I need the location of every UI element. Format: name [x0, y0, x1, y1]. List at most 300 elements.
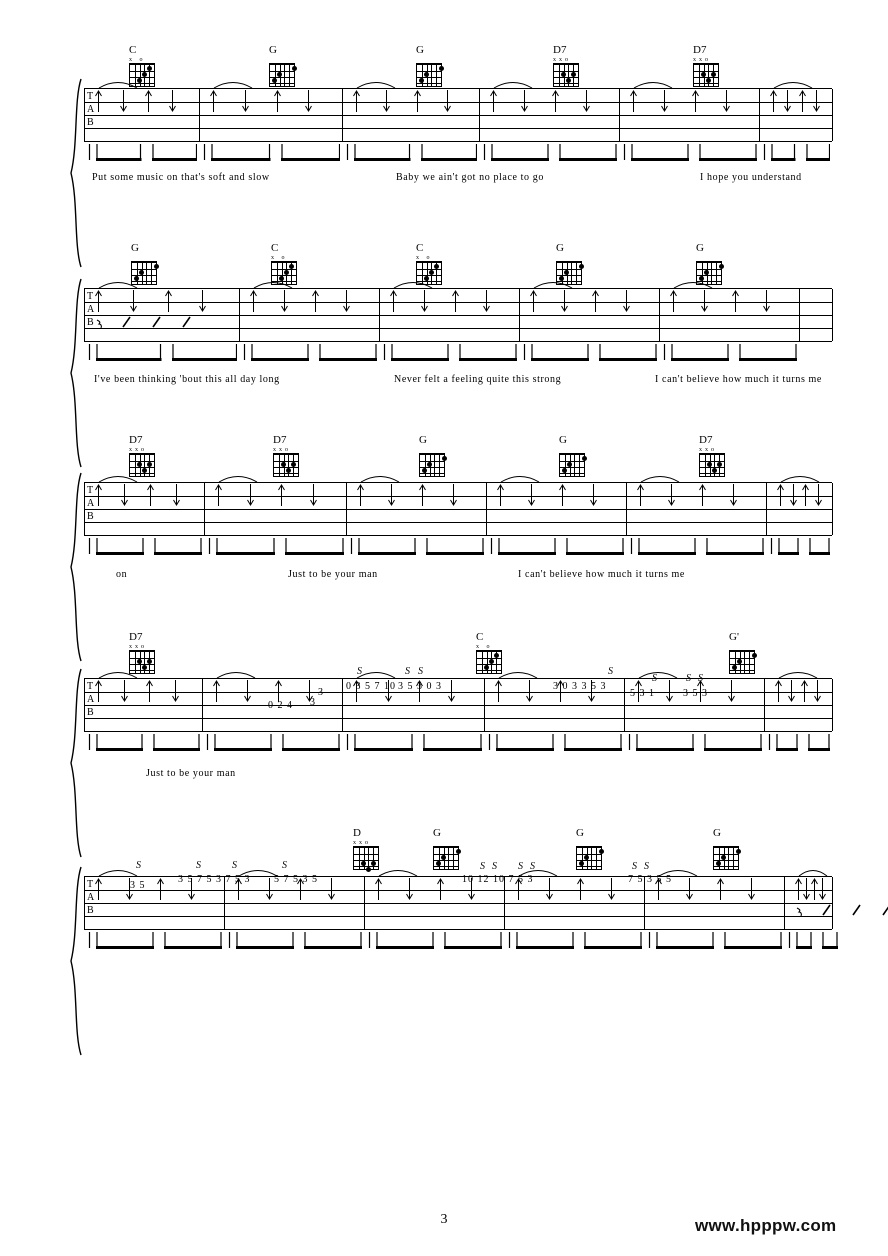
slur-arc — [393, 279, 433, 289]
lyric-line: I can't believe how much it turns me — [655, 374, 822, 385]
strum-up-arrow — [311, 290, 320, 312]
tab-fret-numbers: 3 5 7 5 3 7 5 3 — [178, 874, 251, 885]
strum-up-arrow — [551, 90, 560, 112]
slur-arc — [216, 669, 256, 679]
strum-down-arrow — [729, 484, 738, 506]
strum-down-arrow — [787, 680, 796, 702]
chord-fretboard-grid — [433, 846, 459, 870]
tab-fret-numbers: 3 0 3 3 5 3 — [553, 681, 607, 692]
slur-arc — [498, 669, 538, 679]
strum-up-arrow — [691, 90, 700, 112]
slur-arc — [253, 279, 293, 289]
rhythm-beam-group — [426, 538, 484, 558]
barline — [84, 89, 85, 141]
rhythm-stem — [628, 734, 631, 750]
strum-down-arrow — [119, 90, 128, 112]
barline — [486, 483, 487, 535]
barline — [659, 289, 660, 341]
chord-string-markers: xxo — [353, 840, 371, 846]
rhythm-beam-group — [638, 538, 696, 558]
rhythm-beam-group — [172, 344, 238, 364]
lyric-line: Just to be your man — [146, 768, 236, 779]
rhythm-beam-group — [822, 932, 838, 952]
slide-marker: S — [196, 860, 201, 871]
strum-down-arrow — [171, 680, 180, 702]
barline — [202, 679, 203, 731]
rhythm-stem — [206, 734, 209, 750]
chord-diagram — [558, 435, 592, 477]
slide-marker: S — [518, 861, 523, 872]
rhythm-beam-group — [739, 344, 797, 364]
slide-marker: S — [608, 666, 613, 677]
rhythm-beam-group — [599, 344, 657, 364]
chord-name: G — [131, 242, 139, 254]
chord-fretboard-grid — [353, 846, 379, 870]
slur-arc — [493, 79, 533, 89]
slur-arc — [218, 473, 258, 483]
rhythm-stem — [763, 144, 766, 160]
slur-arc — [98, 79, 138, 89]
rhythm-stem — [88, 344, 91, 360]
strum-up-arrow — [798, 90, 807, 112]
rhythm-stem — [663, 344, 666, 360]
rhythm-stem — [243, 344, 246, 360]
strum-down-arrow — [818, 878, 827, 900]
rhythm-beam-group — [211, 144, 271, 164]
strum-down-arrow — [560, 290, 569, 312]
tab-fret-numbers: 10 12 10 7 5 3 — [462, 874, 534, 885]
lyric-line: I hope you understand — [700, 172, 802, 183]
strum-up-arrow — [494, 680, 503, 702]
rhythm-beam-group — [285, 538, 344, 558]
rhythm-stem — [346, 734, 349, 750]
chord-diagram — [698, 435, 732, 477]
chord-name: G — [559, 434, 567, 446]
rhythm-beam-group — [498, 538, 556, 558]
barline — [832, 877, 833, 929]
rhythm-beam-group — [559, 144, 617, 164]
barline — [84, 289, 85, 341]
strum-down-arrow — [309, 484, 318, 506]
strum-up-arrow — [273, 90, 282, 112]
chord-string-markers: x o — [476, 644, 493, 650]
slide-marker: S — [644, 861, 649, 872]
strum-up-arrow — [94, 290, 103, 312]
chord-diagram — [475, 632, 509, 674]
strum-down-arrow — [120, 484, 129, 506]
system-brace — [68, 78, 84, 268]
barline — [832, 89, 833, 141]
strum-up-arrow — [731, 290, 740, 312]
strum-down-arrow — [722, 90, 731, 112]
strum-down-arrow — [241, 90, 250, 112]
rhythm-stem — [490, 538, 493, 554]
barline — [484, 679, 485, 731]
tab-clef-b: B — [87, 905, 94, 916]
slide-marker: S — [698, 673, 703, 684]
barline — [346, 483, 347, 535]
strum-down-arrow — [727, 680, 736, 702]
rhythm-beam-group — [444, 932, 502, 952]
beat-slash — [822, 904, 831, 916]
chord-diagram — [352, 828, 386, 870]
barline — [619, 89, 620, 141]
strum-up-arrow — [144, 90, 153, 112]
rhythm-stem — [483, 144, 486, 160]
barline — [626, 483, 627, 535]
barline — [832, 679, 833, 731]
tab-clef-a: A — [87, 104, 95, 115]
lyric-line: I've been thinking 'bout this all day long — [94, 374, 280, 385]
chord-diagram — [418, 435, 452, 477]
tab-clef-b: B — [87, 117, 94, 128]
tab-fret-numbers: 3 — [310, 697, 316, 708]
rhythm-beam-group — [319, 344, 377, 364]
tab-clef-b: B — [87, 707, 94, 718]
beat-slash — [152, 316, 161, 328]
slide-marker: S — [686, 673, 691, 684]
strum-down-arrow — [665, 680, 674, 702]
rhythm-stem — [648, 932, 651, 948]
rhythm-beam-group — [154, 538, 202, 558]
strum-up-arrow — [716, 878, 725, 900]
tab-fret-numbers: 0 3 5 7 10 — [346, 681, 396, 692]
chord-name: D7 — [273, 434, 287, 446]
strum-down-arrow — [582, 90, 591, 112]
strum-down-arrow — [789, 484, 798, 506]
chord-fretboard-grid — [699, 453, 725, 477]
chord-name: G' — [729, 631, 739, 643]
strum-down-arrow — [198, 290, 207, 312]
chord-fretboard-grid — [273, 453, 299, 477]
strum-down-arrow — [449, 484, 458, 506]
strum-down-arrow — [168, 90, 177, 112]
chord-string-markers: xxo — [273, 447, 291, 453]
chord-fretboard-grid — [269, 63, 295, 87]
rhythm-beam-group — [216, 538, 275, 558]
strum-up-arrow — [576, 878, 585, 900]
strum-down-arrow — [382, 90, 391, 112]
barline — [239, 289, 240, 341]
slur-arc — [773, 79, 813, 89]
tab-fret-numbers: 3 5 3 — [683, 688, 708, 699]
strum-up-arrow — [214, 484, 223, 506]
tab-clef-a: A — [87, 304, 95, 315]
chord-fretboard-grid — [559, 453, 585, 477]
strum-down-arrow — [814, 484, 823, 506]
rhythm-stem — [630, 538, 633, 554]
chord-string-markers: xxo — [553, 57, 571, 63]
page-number: 3 — [440, 1212, 448, 1227]
strum-down-arrow — [246, 484, 255, 506]
chord-name: D7 — [553, 44, 567, 56]
chord-name: D7 — [129, 434, 143, 446]
strum-up-arrow — [496, 484, 505, 506]
rhythm-beam-group — [584, 932, 642, 952]
strum-up-arrow — [801, 484, 810, 506]
barline — [832, 483, 833, 535]
tab-staff — [84, 482, 832, 536]
rhythm-beam-group — [459, 344, 517, 364]
rhythm-beam-group — [358, 538, 416, 558]
chord-name: G — [556, 242, 564, 254]
strum-up-arrow — [209, 90, 218, 112]
slide-marker: S — [418, 666, 423, 677]
strum-down-arrow — [342, 290, 351, 312]
chord-diagram — [268, 45, 302, 87]
strum-up-arrow — [94, 680, 103, 702]
tab-clef-a: A — [87, 498, 95, 509]
chord-diagram — [712, 828, 746, 870]
beat-slash — [122, 316, 131, 328]
strum-down-arrow — [762, 290, 771, 312]
tab-fret-numbers: 7 5 3 5 5 — [628, 874, 672, 885]
strum-up-arrow — [529, 290, 538, 312]
strum-up-arrow — [591, 290, 600, 312]
tab-staff — [84, 678, 832, 732]
strum-down-arrow — [447, 680, 456, 702]
barline — [199, 89, 200, 141]
rhythm-stem — [208, 538, 211, 554]
chord-diagram — [415, 45, 449, 87]
beat-slash — [852, 904, 861, 916]
strum-down-arrow — [304, 90, 313, 112]
chord-diagram — [575, 828, 609, 870]
chord-name: G — [576, 827, 584, 839]
strum-up-arrow — [413, 90, 422, 112]
slur-arc — [378, 867, 418, 877]
slide-marker: S — [357, 666, 362, 677]
rhythm-beam-group — [96, 932, 154, 952]
chord-name: D7 — [699, 434, 713, 446]
rhythm-stem — [368, 932, 371, 948]
slur-arc — [98, 669, 138, 679]
slur-arc — [500, 473, 540, 483]
strum-down-arrow — [545, 878, 554, 900]
strum-up-arrow — [800, 680, 809, 702]
strum-down-arrow — [747, 878, 756, 900]
strum-up-arrow — [94, 878, 103, 900]
slur-arc — [213, 79, 253, 89]
strum-up-arrow — [389, 290, 398, 312]
slur-arc — [640, 473, 680, 483]
rhythm-beam-group — [236, 932, 294, 952]
chord-name: G — [269, 44, 277, 56]
chord-name: D — [353, 827, 361, 839]
strum-up-arrow — [776, 484, 785, 506]
rhythm-stem — [203, 144, 206, 160]
slide-marker: S — [530, 861, 535, 872]
strum-down-arrow — [622, 290, 631, 312]
lyric-line: Never felt a feeling quite this strong — [394, 374, 562, 385]
chord-string-markers: x o — [416, 255, 433, 261]
slur-arc — [673, 279, 713, 289]
tab-clef-t: T — [87, 681, 94, 692]
chord-name: G — [419, 434, 427, 446]
barline — [479, 89, 480, 141]
rhythm-beam-group — [531, 344, 589, 364]
chord-fretboard-grid — [553, 63, 579, 87]
strum-down-arrow — [120, 680, 129, 702]
eighth-rest — [796, 906, 804, 918]
chord-name: D7 — [693, 44, 707, 56]
rhythm-beam-group — [214, 734, 272, 754]
rhythm-beam-group — [496, 734, 554, 754]
strum-up-arrow — [769, 90, 778, 112]
rhythm-beam-group — [706, 538, 764, 558]
chord-diagram — [728, 632, 762, 674]
strum-up-arrow — [698, 484, 707, 506]
tab-fret-numbers: 3 — [318, 687, 324, 698]
rhythm-beam-group — [354, 734, 413, 754]
barline — [84, 483, 85, 535]
system-brace — [68, 472, 84, 662]
rhythm-beam-group — [96, 344, 162, 364]
eighth-rest — [96, 318, 104, 330]
chord-string-markers: xxo — [693, 57, 711, 63]
tab-clef-a: A — [87, 694, 95, 705]
chord-name: C — [416, 242, 424, 254]
tab-fret-numbers: 0 2 4 — [268, 700, 293, 711]
slide-marker: S — [480, 861, 485, 872]
strum-down-arrow — [443, 90, 452, 112]
strum-down-arrow — [813, 680, 822, 702]
lyric-line: Just to be your man — [288, 569, 378, 580]
rhythm-stem — [623, 144, 626, 160]
lyric-line: on — [116, 569, 128, 580]
chord-string-markers: xxo — [129, 644, 147, 650]
chord-fretboard-grid — [416, 63, 442, 87]
tab-clef-t: T — [87, 485, 94, 496]
strum-up-arrow — [356, 484, 365, 506]
rhythm-beam-group — [631, 144, 689, 164]
strum-up-arrow — [212, 680, 221, 702]
rhythm-beam-group — [251, 344, 309, 364]
strum-up-arrow — [374, 878, 383, 900]
chord-diagram — [128, 632, 162, 674]
strum-down-arrow — [700, 290, 709, 312]
barline — [342, 89, 343, 141]
chord-name: C — [476, 631, 484, 643]
strum-down-arrow — [482, 290, 491, 312]
strum-down-arrow — [520, 90, 529, 112]
slide-marker: S — [282, 860, 287, 871]
rhythm-beam-group — [304, 932, 362, 952]
barline — [624, 679, 625, 731]
strum-down-arrow — [327, 878, 336, 900]
strum-down-arrow — [660, 90, 669, 112]
slur-arc — [533, 279, 573, 289]
system-brace — [68, 866, 84, 1056]
chord-diagram — [432, 828, 466, 870]
barline — [364, 877, 365, 929]
strum-up-arrow — [274, 680, 283, 702]
strum-up-arrow — [94, 90, 103, 112]
rhythm-beam-group — [153, 734, 200, 754]
rhythm-beam-group — [281, 144, 341, 164]
chord-string-markers: x o — [271, 255, 288, 261]
slide-marker: S — [136, 860, 141, 871]
lyric-line: Put some music on that's soft and slow — [92, 172, 270, 183]
rhythm-stem — [508, 932, 511, 948]
rhythm-beam-group — [164, 932, 222, 952]
strum-down-arrow — [607, 878, 616, 900]
rhythm-beam-group — [96, 538, 144, 558]
strum-down-arrow — [525, 680, 534, 702]
rhythm-beam-group — [636, 734, 694, 754]
rhythm-stem — [88, 734, 91, 750]
barline — [379, 289, 380, 341]
strum-up-arrow — [629, 90, 638, 112]
strum-up-arrow — [636, 484, 645, 506]
rhythm-stem — [88, 538, 91, 554]
rhythm-beam-group — [282, 734, 340, 754]
tab-fret-numbers: 3 5 — [130, 880, 146, 891]
rhythm-stem — [788, 932, 791, 948]
chord-fretboard-grid — [713, 846, 739, 870]
slur-arc — [778, 669, 818, 679]
strum-up-arrow — [418, 484, 427, 506]
chord-name: G — [433, 827, 441, 839]
rhythm-beam-group — [152, 144, 198, 164]
rhythm-beam-group — [809, 538, 830, 558]
slur-arc — [798, 867, 828, 877]
rhythm-beam-group — [808, 734, 830, 754]
rhythm-beam-group — [656, 932, 714, 952]
strum-up-arrow — [146, 484, 155, 506]
rhythm-stem — [768, 734, 771, 750]
chord-string-markers: xxo — [129, 447, 147, 453]
chord-string-markers: xxo — [699, 447, 717, 453]
chord-string-markers: x o — [129, 57, 146, 63]
strum-down-arrow — [812, 90, 821, 112]
rhythm-beam-group — [516, 932, 574, 952]
strum-up-arrow — [451, 290, 460, 312]
barline — [799, 289, 800, 341]
rhythm-beam-group — [564, 734, 622, 754]
strum-up-arrow — [489, 90, 498, 112]
slide-marker: S — [492, 861, 497, 872]
slur-arc — [638, 669, 678, 679]
slur-arc — [356, 79, 396, 89]
strum-down-arrow — [589, 484, 598, 506]
rhythm-stem — [88, 932, 91, 948]
slur-arc — [356, 669, 396, 679]
chord-diagram — [128, 435, 162, 477]
strum-down-arrow — [783, 90, 792, 112]
rhythm-beam-group — [806, 144, 831, 164]
rhythm-beam-group — [491, 144, 549, 164]
strum-down-arrow — [387, 484, 396, 506]
barline — [204, 483, 205, 535]
chord-fretboard-grid — [693, 63, 719, 87]
slur-arc — [98, 867, 138, 877]
strum-down-arrow — [667, 484, 676, 506]
tab-fret-numbers: 5 7 5 3 5 — [274, 874, 318, 885]
barline — [766, 483, 767, 535]
rhythm-stem — [770, 538, 773, 554]
rhythm-beam-group — [778, 538, 799, 558]
strum-down-arrow — [129, 290, 138, 312]
rhythm-stem — [523, 344, 526, 360]
chord-diagram — [692, 45, 726, 87]
system-brace — [68, 668, 84, 858]
rhythm-beam-group — [704, 734, 762, 754]
chord-diagram — [552, 45, 586, 87]
barline — [759, 89, 760, 141]
slide-marker: S — [652, 673, 657, 684]
strum-down-arrow — [685, 878, 694, 900]
